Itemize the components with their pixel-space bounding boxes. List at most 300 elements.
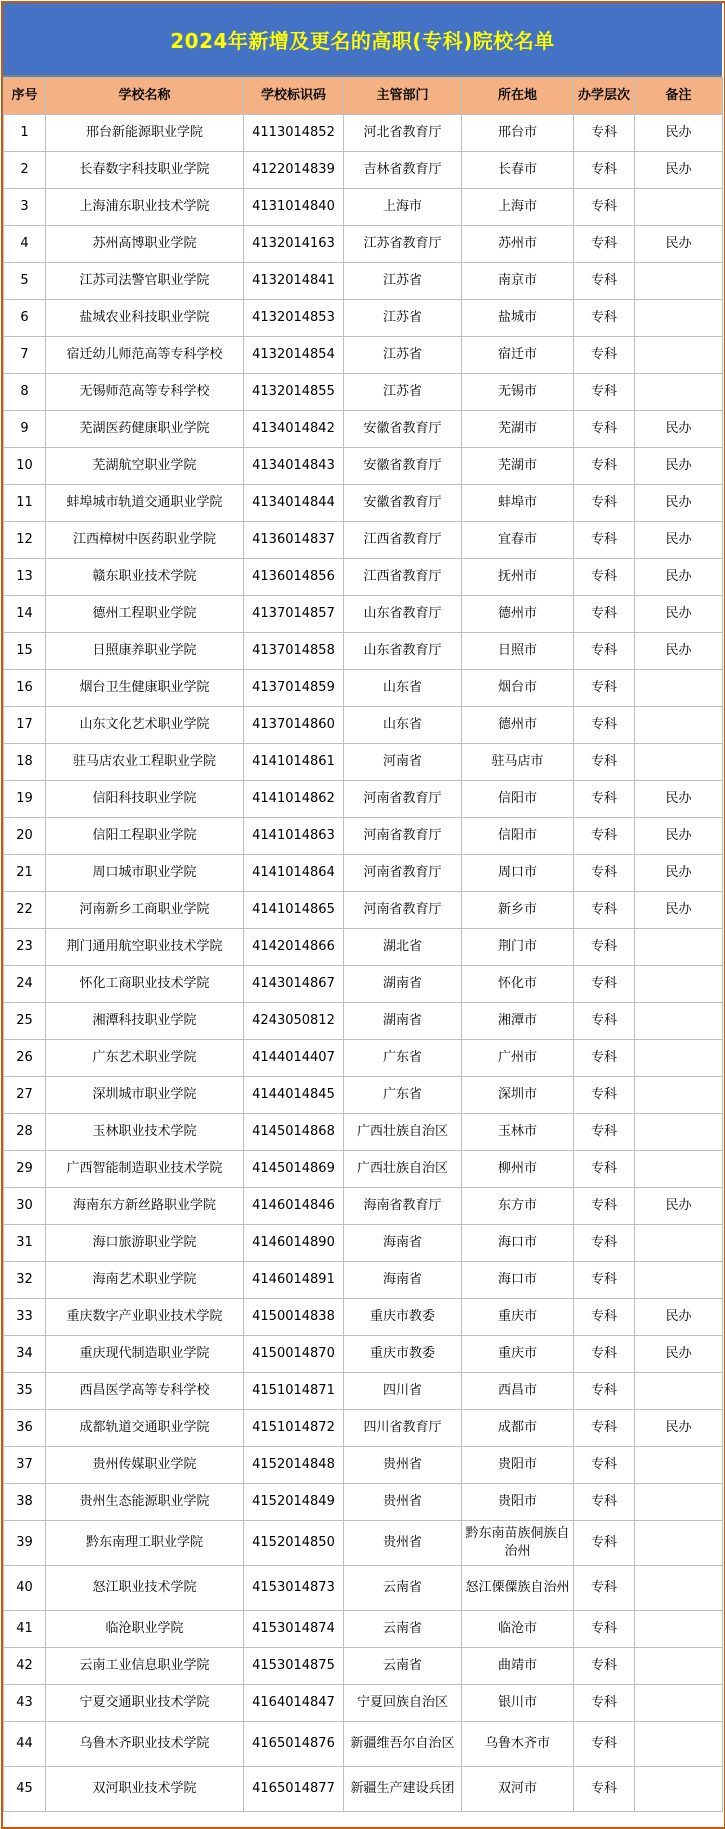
cell-level: 专科 xyxy=(574,1447,635,1484)
cell-school-code: 4142014866 xyxy=(244,929,344,966)
table-row xyxy=(4,855,723,892)
cell-school-name: 宿迁幼儿师范高等专科学校 xyxy=(46,337,244,374)
cell-school-name: 乌鲁木齐职业技术学院 xyxy=(46,1722,244,1767)
cell-authority: 贵州省 xyxy=(344,1521,462,1566)
cell-school-code: 4150014838 xyxy=(244,1299,344,1336)
cell-index: 23 xyxy=(4,929,46,966)
cell-location: 银川市 xyxy=(462,1685,574,1722)
cell-index: 45 xyxy=(4,1767,46,1812)
cell-school-name: 玉林职业技术学院 xyxy=(46,1114,244,1151)
cell-note: 民办 xyxy=(635,411,723,448)
cell-school-name: 蚌埠城市轨道交通职业学院 xyxy=(46,485,244,522)
cell-location: 周口市 xyxy=(462,855,574,892)
cell-school-name: 周口城市职业学院 xyxy=(46,855,244,892)
cell-index: 11 xyxy=(4,485,46,522)
cell-school-code: 4141014862 xyxy=(244,781,344,818)
cell-authority: 江西省教育厅 xyxy=(344,522,462,559)
cell-authority: 安徽省教育厅 xyxy=(344,411,462,448)
cell-location: 广州市 xyxy=(462,1040,574,1077)
cell-authority: 新疆生产建设兵团 xyxy=(344,1767,462,1812)
cell-school-name: 双河职业技术学院 xyxy=(46,1767,244,1812)
cell-note xyxy=(635,1077,723,1114)
table-row xyxy=(4,1225,723,1262)
table-row xyxy=(4,1447,723,1484)
cell-level: 专科 xyxy=(574,1373,635,1410)
cell-note xyxy=(635,1521,723,1566)
cell-school-code: 4165014877 xyxy=(244,1767,344,1812)
cell-location: 怀化市 xyxy=(462,966,574,1003)
cell-location: 德州市 xyxy=(462,707,574,744)
cell-school-code: 4134014842 xyxy=(244,411,344,448)
cell-note: 民办 xyxy=(635,633,723,670)
cell-school-code: 4153014873 xyxy=(244,1566,344,1611)
cell-note xyxy=(635,263,723,300)
cell-level: 专科 xyxy=(574,1040,635,1077)
cell-school-code: 4134014843 xyxy=(244,448,344,485)
cell-authority: 江苏省 xyxy=(344,337,462,374)
cell-authority: 四川省教育厅 xyxy=(344,1410,462,1447)
cell-level: 专科 xyxy=(574,707,635,744)
cell-authority: 四川省 xyxy=(344,1373,462,1410)
cell-index: 43 xyxy=(4,1685,46,1722)
table-body xyxy=(4,115,723,1812)
cell-level: 专科 xyxy=(574,1410,635,1447)
cell-school-code: 4137014858 xyxy=(244,633,344,670)
cell-index: 30 xyxy=(4,1188,46,1225)
cell-note xyxy=(635,1262,723,1299)
cell-school-name: 德州工程职业学院 xyxy=(46,596,244,633)
cell-note xyxy=(635,1685,723,1722)
cell-note: 民办 xyxy=(635,448,723,485)
cell-school-code: 4164014847 xyxy=(244,1685,344,1722)
cell-location: 荆门市 xyxy=(462,929,574,966)
cell-authority: 吉林省教育厅 xyxy=(344,152,462,189)
cell-school-name: 信阳工程职业学院 xyxy=(46,818,244,855)
cell-school-code: 4137014857 xyxy=(244,596,344,633)
cell-school-code: 4145014868 xyxy=(244,1114,344,1151)
cell-school-code: 4152014850 xyxy=(244,1521,344,1566)
cell-level: 专科 xyxy=(574,1611,635,1648)
table-row xyxy=(4,1767,723,1812)
table-row xyxy=(4,707,723,744)
cell-school-name: 赣东职业技术学院 xyxy=(46,559,244,596)
cell-level: 专科 xyxy=(574,744,635,781)
cell-level: 专科 xyxy=(574,1484,635,1521)
cell-authority: 贵州省 xyxy=(344,1447,462,1484)
table-row xyxy=(4,1484,723,1521)
cell-school-code: 4243050812 xyxy=(244,1003,344,1040)
cell-location: 海口市 xyxy=(462,1262,574,1299)
cell-authority: 云南省 xyxy=(344,1611,462,1648)
cell-note: 民办 xyxy=(635,892,723,929)
table-row xyxy=(4,1611,723,1648)
cell-authority: 安徽省教育厅 xyxy=(344,485,462,522)
cell-location: 上海市 xyxy=(462,189,574,226)
cell-index: 39 xyxy=(4,1521,46,1566)
cell-authority: 海南省教育厅 xyxy=(344,1188,462,1225)
table-row xyxy=(4,1722,723,1767)
cell-index: 16 xyxy=(4,670,46,707)
cell-level: 专科 xyxy=(574,1114,635,1151)
cell-level: 专科 xyxy=(574,374,635,411)
table-row xyxy=(4,1299,723,1336)
cell-index: 3 xyxy=(4,189,46,226)
cell-school-name: 怀化工商职业技术学院 xyxy=(46,966,244,1003)
cell-location: 信阳市 xyxy=(462,818,574,855)
cell-authority: 江苏省 xyxy=(344,263,462,300)
cell-index: 5 xyxy=(4,263,46,300)
cell-level: 专科 xyxy=(574,1336,635,1373)
cell-index: 33 xyxy=(4,1299,46,1336)
cell-school-code: 4136014856 xyxy=(244,559,344,596)
cell-school-code: 4152014848 xyxy=(244,1447,344,1484)
cell-level: 专科 xyxy=(574,411,635,448)
table-row xyxy=(4,337,723,374)
cell-school-code: 4145014869 xyxy=(244,1151,344,1188)
header-level: 办学层次 xyxy=(574,78,635,115)
cell-authority: 湖南省 xyxy=(344,966,462,1003)
cell-index: 36 xyxy=(4,1410,46,1447)
cell-level: 专科 xyxy=(574,559,635,596)
cell-school-name: 驻马店农业工程职业学院 xyxy=(46,744,244,781)
cell-level: 专科 xyxy=(574,485,635,522)
cell-authority: 河北省教育厅 xyxy=(344,115,462,152)
cell-school-name: 苏州高博职业学院 xyxy=(46,226,244,263)
cell-note xyxy=(635,1003,723,1040)
cell-school-name: 贵州生态能源职业学院 xyxy=(46,1484,244,1521)
cell-index: 26 xyxy=(4,1040,46,1077)
cell-note: 民办 xyxy=(635,818,723,855)
cell-school-name: 日照康养职业学院 xyxy=(46,633,244,670)
cell-index: 35 xyxy=(4,1373,46,1410)
cell-location: 盐城市 xyxy=(462,300,574,337)
cell-note xyxy=(635,337,723,374)
cell-location: 信阳市 xyxy=(462,781,574,818)
cell-school-name: 上海浦东职业技术学院 xyxy=(46,189,244,226)
cell-authority: 江西省教育厅 xyxy=(344,559,462,596)
cell-school-name: 湘潭科技职业学院 xyxy=(46,1003,244,1040)
cell-level: 专科 xyxy=(574,929,635,966)
cell-location: 临沧市 xyxy=(462,1611,574,1648)
cell-location: 无锡市 xyxy=(462,374,574,411)
cell-school-name: 成都轨道交通职业学院 xyxy=(46,1410,244,1447)
cell-location: 黔东南苗族侗族自治州 xyxy=(462,1521,574,1566)
cell-level: 专科 xyxy=(574,226,635,263)
cell-level: 专科 xyxy=(574,966,635,1003)
cell-note: 民办 xyxy=(635,781,723,818)
cell-level: 专科 xyxy=(574,633,635,670)
table-row xyxy=(4,1262,723,1299)
cell-school-name: 江苏司法警官职业学院 xyxy=(46,263,244,300)
cell-note xyxy=(635,1767,723,1812)
cell-index: 37 xyxy=(4,1447,46,1484)
cell-index: 27 xyxy=(4,1077,46,1114)
cell-location: 深圳市 xyxy=(462,1077,574,1114)
table-row xyxy=(4,1410,723,1447)
cell-school-name: 盐城农业科技职业学院 xyxy=(46,300,244,337)
cell-school-code: 4132014163 xyxy=(244,226,344,263)
cell-note: 民办 xyxy=(635,1336,723,1373)
cell-authority: 贵州省 xyxy=(344,1484,462,1521)
cell-authority: 江苏省教育厅 xyxy=(344,226,462,263)
cell-school-code: 4132014841 xyxy=(244,263,344,300)
cell-index: 8 xyxy=(4,374,46,411)
table-row xyxy=(4,374,723,411)
cell-school-code: 4122014839 xyxy=(244,152,344,189)
cell-school-code: 4132014854 xyxy=(244,337,344,374)
cell-location: 邢台市 xyxy=(462,115,574,152)
cell-index: 34 xyxy=(4,1336,46,1373)
cell-note xyxy=(635,744,723,781)
cell-level: 专科 xyxy=(574,1151,635,1188)
table-row xyxy=(4,115,723,152)
cell-authority: 山东省教育厅 xyxy=(344,633,462,670)
cell-authority: 山东省 xyxy=(344,670,462,707)
cell-index: 12 xyxy=(4,522,46,559)
cell-location: 芜湖市 xyxy=(462,448,574,485)
cell-note xyxy=(635,374,723,411)
cell-level: 专科 xyxy=(574,781,635,818)
cell-level: 专科 xyxy=(574,1767,635,1812)
cell-level: 专科 xyxy=(574,1077,635,1114)
cell-school-code: 4150014870 xyxy=(244,1336,344,1373)
cell-index: 10 xyxy=(4,448,46,485)
cell-note xyxy=(635,1722,723,1767)
cell-location: 怒江傈僳族自治州 xyxy=(462,1566,574,1611)
cell-location: 重庆市 xyxy=(462,1299,574,1336)
table-row xyxy=(4,1373,723,1410)
title-bar xyxy=(3,3,722,77)
table-row xyxy=(4,1566,723,1611)
cell-level: 专科 xyxy=(574,855,635,892)
cell-school-name: 无锡师范高等专科学校 xyxy=(46,374,244,411)
cell-authority: 重庆市教委 xyxy=(344,1336,462,1373)
cell-school-name: 长春数字科技职业学院 xyxy=(46,152,244,189)
cell-level: 专科 xyxy=(574,300,635,337)
cell-school-code: 4134014844 xyxy=(244,485,344,522)
cell-location: 成都市 xyxy=(462,1410,574,1447)
table-row xyxy=(4,1685,723,1722)
cell-level: 专科 xyxy=(574,189,635,226)
cell-level: 专科 xyxy=(574,1262,635,1299)
cell-school-name: 江西樟树中医药职业学院 xyxy=(46,522,244,559)
cell-level: 专科 xyxy=(574,818,635,855)
table-row xyxy=(4,781,723,818)
table-row xyxy=(4,263,723,300)
cell-school-name: 海南东方新丝路职业学院 xyxy=(46,1188,244,1225)
cell-index: 9 xyxy=(4,411,46,448)
cell-note xyxy=(635,300,723,337)
cell-school-name: 贵州传媒职业学院 xyxy=(46,1447,244,1484)
cell-index: 44 xyxy=(4,1722,46,1767)
cell-level: 专科 xyxy=(574,1722,635,1767)
table-row xyxy=(4,448,723,485)
cell-level: 专科 xyxy=(574,1685,635,1722)
cell-school-code: 4137014860 xyxy=(244,707,344,744)
page-title: 2024年新增及更名的高职(专科)院校名单 xyxy=(170,28,555,53)
cell-note xyxy=(635,966,723,1003)
cell-school-name: 深圳城市职业学院 xyxy=(46,1077,244,1114)
cell-index: 42 xyxy=(4,1648,46,1685)
table-row xyxy=(4,1003,723,1040)
table-row xyxy=(4,152,723,189)
cell-level: 专科 xyxy=(574,1225,635,1262)
table-row xyxy=(4,1336,723,1373)
cell-location: 玉林市 xyxy=(462,1114,574,1151)
cell-authority: 广东省 xyxy=(344,1040,462,1077)
cell-location: 芜湖市 xyxy=(462,411,574,448)
cell-authority: 河南省 xyxy=(344,744,462,781)
header-school-code: 学校标识码 xyxy=(244,78,344,115)
cell-note xyxy=(635,1040,723,1077)
cell-level: 专科 xyxy=(574,1188,635,1225)
cell-location: 东方市 xyxy=(462,1188,574,1225)
cell-school-name: 烟台卫生健康职业学院 xyxy=(46,670,244,707)
cell-note xyxy=(635,1648,723,1685)
cell-note: 民办 xyxy=(635,1299,723,1336)
cell-school-name: 山东文化艺术职业学院 xyxy=(46,707,244,744)
cell-school-name: 河南新乡工商职业学院 xyxy=(46,892,244,929)
cell-authority: 海南省 xyxy=(344,1225,462,1262)
cell-location: 重庆市 xyxy=(462,1336,574,1373)
cell-note: 民办 xyxy=(635,559,723,596)
cell-school-name: 黔东南理工职业学院 xyxy=(46,1521,244,1566)
cell-school-code: 4144014845 xyxy=(244,1077,344,1114)
cell-school-name: 临沧职业学院 xyxy=(46,1611,244,1648)
table-row xyxy=(4,818,723,855)
cell-school-name: 芜湖航空职业学院 xyxy=(46,448,244,485)
cell-location: 贵阳市 xyxy=(462,1484,574,1521)
cell-school-code: 4151014871 xyxy=(244,1373,344,1410)
header-index: 序号 xyxy=(4,78,46,115)
cell-level: 专科 xyxy=(574,1299,635,1336)
cell-authority: 湖北省 xyxy=(344,929,462,966)
cell-school-code: 4152014849 xyxy=(244,1484,344,1521)
cell-level: 专科 xyxy=(574,522,635,559)
cell-index: 40 xyxy=(4,1566,46,1611)
cell-note: 民办 xyxy=(635,152,723,189)
cell-index: 21 xyxy=(4,855,46,892)
cell-note xyxy=(635,1373,723,1410)
cell-school-name: 云南工业信息职业学院 xyxy=(46,1648,244,1685)
cell-level: 专科 xyxy=(574,115,635,152)
table-row xyxy=(4,596,723,633)
table-row xyxy=(4,485,723,522)
cell-school-code: 4132014855 xyxy=(244,374,344,411)
header-note: 备注 xyxy=(635,78,723,115)
cell-index: 19 xyxy=(4,781,46,818)
cell-index: 17 xyxy=(4,707,46,744)
cell-index: 7 xyxy=(4,337,46,374)
cell-index: 31 xyxy=(4,1225,46,1262)
cell-school-code: 4146014846 xyxy=(244,1188,344,1225)
cell-location: 烟台市 xyxy=(462,670,574,707)
table-row xyxy=(4,189,723,226)
cell-index: 29 xyxy=(4,1151,46,1188)
table-row xyxy=(4,411,723,448)
cell-index: 14 xyxy=(4,596,46,633)
cell-school-name: 海南艺术职业学院 xyxy=(46,1262,244,1299)
cell-school-code: 4146014891 xyxy=(244,1262,344,1299)
cell-level: 专科 xyxy=(574,596,635,633)
cell-index: 6 xyxy=(4,300,46,337)
cell-school-code: 4151014872 xyxy=(244,1410,344,1447)
cell-school-name: 宁夏交通职业技术学院 xyxy=(46,1685,244,1722)
cell-index: 22 xyxy=(4,892,46,929)
cell-index: 25 xyxy=(4,1003,46,1040)
cell-index: 2 xyxy=(4,152,46,189)
cell-school-name: 西昌医学高等专科学校 xyxy=(46,1373,244,1410)
cell-school-name: 广东艺术职业学院 xyxy=(46,1040,244,1077)
table-row xyxy=(4,1114,723,1151)
cell-note: 民办 xyxy=(635,485,723,522)
table-row xyxy=(4,966,723,1003)
header-location: 所在地 xyxy=(462,78,574,115)
school-table xyxy=(3,77,723,1812)
table-row xyxy=(4,1648,723,1685)
table-row xyxy=(4,300,723,337)
cell-authority: 山东省教育厅 xyxy=(344,596,462,633)
table-header-row xyxy=(4,78,723,115)
cell-note xyxy=(635,189,723,226)
cell-school-name: 怒江职业技术学院 xyxy=(46,1566,244,1611)
cell-note: 民办 xyxy=(635,1410,723,1447)
table-row xyxy=(4,559,723,596)
cell-level: 专科 xyxy=(574,448,635,485)
cell-authority: 江苏省 xyxy=(344,374,462,411)
cell-school-name: 重庆现代制造职业学院 xyxy=(46,1336,244,1373)
table-row xyxy=(4,744,723,781)
cell-school-code: 4137014859 xyxy=(244,670,344,707)
cell-level: 专科 xyxy=(574,263,635,300)
table-row xyxy=(4,1040,723,1077)
cell-authority: 云南省 xyxy=(344,1566,462,1611)
cell-school-code: 4165014876 xyxy=(244,1722,344,1767)
table-row xyxy=(4,1151,723,1188)
cell-location: 湘潭市 xyxy=(462,1003,574,1040)
table-row xyxy=(4,522,723,559)
table-row xyxy=(4,226,723,263)
cell-index: 18 xyxy=(4,744,46,781)
cell-location: 蚌埠市 xyxy=(462,485,574,522)
cell-school-code: 4136014837 xyxy=(244,522,344,559)
cell-authority: 广东省 xyxy=(344,1077,462,1114)
header-school-name: 学校名称 xyxy=(46,78,244,115)
cell-note: 民办 xyxy=(635,115,723,152)
cell-index: 41 xyxy=(4,1611,46,1648)
cell-school-name: 重庆数字产业职业技术学院 xyxy=(46,1299,244,1336)
cell-location: 乌鲁木齐市 xyxy=(462,1722,574,1767)
cell-location: 长春市 xyxy=(462,152,574,189)
cell-note xyxy=(635,1151,723,1188)
cell-school-name: 邢台新能源职业学院 xyxy=(46,115,244,152)
cell-location: 双河市 xyxy=(462,1767,574,1812)
table-row xyxy=(4,670,723,707)
cell-location: 宿迁市 xyxy=(462,337,574,374)
table-row xyxy=(4,633,723,670)
cell-school-code: 4141014863 xyxy=(244,818,344,855)
cell-school-code: 4131014840 xyxy=(244,189,344,226)
cell-authority: 河南省教育厅 xyxy=(344,781,462,818)
cell-authority: 湖南省 xyxy=(344,1003,462,1040)
cell-authority: 河南省教育厅 xyxy=(344,892,462,929)
cell-authority: 河南省教育厅 xyxy=(344,818,462,855)
cell-location: 海口市 xyxy=(462,1225,574,1262)
cell-school-name: 信阳科技职业学院 xyxy=(46,781,244,818)
table-row xyxy=(4,929,723,966)
cell-authority: 安徽省教育厅 xyxy=(344,448,462,485)
cell-index: 1 xyxy=(4,115,46,152)
